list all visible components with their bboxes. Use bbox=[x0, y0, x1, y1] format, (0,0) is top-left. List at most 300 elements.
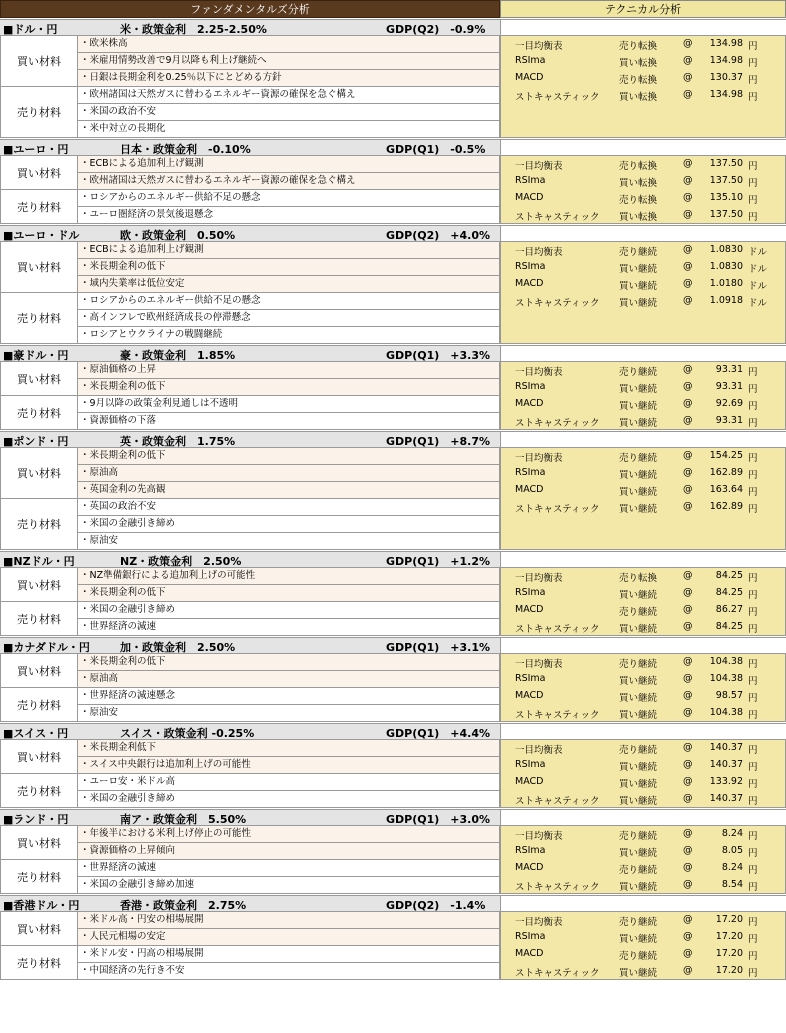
technical-row bbox=[501, 379, 786, 396]
price-unit: 円 bbox=[748, 418, 758, 429]
buy-factor-item: ・米長期金利の低下 bbox=[78, 379, 500, 396]
signal-status: 買い継続 bbox=[619, 779, 658, 790]
price-unit: 円 bbox=[748, 195, 758, 206]
signal-status: 買い継続 bbox=[619, 504, 658, 515]
indicator-name: 一目均衡表 bbox=[515, 247, 563, 258]
at-symbol: @ bbox=[683, 55, 693, 66]
at-symbol: @ bbox=[683, 690, 693, 701]
sell-factor-item: ・米国の金融引き締め bbox=[78, 516, 500, 533]
technical-header: テクニカル分析 bbox=[500, 0, 786, 18]
price-value: 104.38 bbox=[709, 673, 743, 684]
signal-status: 買い継続 bbox=[619, 676, 658, 687]
price-unit: 円 bbox=[748, 453, 758, 464]
sell-factor-item: ・欧州諸国は天然ガスに替わるエネルギー資源の確保を急ぐ構え bbox=[78, 87, 500, 104]
signal-status: 買い継続 bbox=[619, 281, 658, 292]
at-symbol: @ bbox=[683, 656, 693, 667]
sell-factors-label: 売り材料 bbox=[0, 396, 78, 430]
price-unit: 円 bbox=[748, 762, 758, 773]
buy-factor-item: ・米長期金利の低下 bbox=[78, 448, 500, 465]
technical-row bbox=[501, 791, 786, 808]
buy-factor-item: ・米長期金利の低下 bbox=[78, 585, 500, 602]
signal-status: 買い継続 bbox=[619, 384, 658, 395]
price-unit: 円 bbox=[748, 573, 758, 584]
price-value: 1.0180 bbox=[709, 278, 743, 289]
price-unit: 円 bbox=[748, 504, 758, 515]
currency-pair: ■カナダドル・円 bbox=[3, 641, 90, 654]
currency-pair: ■豪ドル・円 bbox=[3, 349, 69, 362]
price-value: 17.20 bbox=[715, 914, 743, 925]
buy-factor-item: ・NZ準備銀行による追加利上げの可能性 bbox=[78, 568, 500, 585]
pair-title-bar bbox=[0, 225, 500, 242]
technical-row bbox=[501, 207, 786, 224]
at-symbol: @ bbox=[683, 828, 693, 839]
indicator-name: ストキャスティック bbox=[515, 624, 600, 635]
sell-factors-label: 売り材料 bbox=[0, 87, 78, 138]
technical-row bbox=[501, 963, 786, 980]
signal-status: 買い継続 bbox=[619, 796, 658, 807]
technical-row bbox=[501, 190, 786, 207]
at-symbol: @ bbox=[683, 244, 693, 255]
price-value: 104.38 bbox=[709, 707, 743, 718]
buy-factor-item: ・人民元相場の安定 bbox=[78, 929, 500, 946]
at-symbol: @ bbox=[683, 862, 693, 873]
buy-factor-item: ・ECBによる追加利上げ観測 bbox=[78, 156, 500, 173]
price-value: 1.0830 bbox=[709, 244, 743, 255]
buy-factors-label: 買い材料 bbox=[0, 568, 78, 602]
sell-factors-label: 売り材料 bbox=[0, 190, 78, 224]
indicator-name: RSIma bbox=[515, 931, 546, 942]
price-value: 135.10 bbox=[709, 192, 743, 203]
indicator-name: MACD bbox=[515, 192, 544, 203]
signal-status: 売り継続 bbox=[619, 367, 658, 378]
price-value: 140.37 bbox=[709, 742, 743, 753]
price-value: 8.05 bbox=[721, 845, 743, 856]
policy-rate: 豪・政策金利 1.85% bbox=[120, 349, 236, 362]
buy-factors-label: 買い材料 bbox=[0, 242, 78, 293]
buy-factors-label: 買い材料 bbox=[0, 740, 78, 774]
price-value: 17.20 bbox=[715, 931, 743, 942]
at-symbol: @ bbox=[683, 89, 693, 100]
price-value: 17.20 bbox=[715, 965, 743, 976]
price-value: 8.54 bbox=[721, 879, 743, 890]
signal-status: 売り転換 bbox=[619, 41, 658, 52]
technical-panel bbox=[500, 36, 786, 138]
sell-factors-label: 売り材料 bbox=[0, 293, 78, 344]
sell-factor-item: ・米ドル安・円高の相場展開 bbox=[78, 946, 500, 963]
indicator-name: ストキャスティック bbox=[515, 418, 600, 429]
technical-panel bbox=[500, 362, 786, 430]
price-value: 134.98 bbox=[709, 89, 743, 100]
sell-factor-item: ・ロシアとウクライナの戦闘継続 bbox=[78, 327, 500, 344]
price-unit: 円 bbox=[748, 968, 758, 979]
buy-factor-item: ・ECBによる追加利上げ観測 bbox=[78, 242, 500, 259]
signal-status: 買い継続 bbox=[619, 710, 658, 721]
price-unit: 円 bbox=[748, 848, 758, 859]
price-unit: 円 bbox=[748, 41, 758, 52]
price-value: 1.0830 bbox=[709, 261, 743, 272]
currency-pair: ■スイス・円 bbox=[3, 727, 69, 740]
indicator-name: ストキャスティック bbox=[515, 710, 600, 721]
at-symbol: @ bbox=[683, 965, 693, 976]
at-symbol: @ bbox=[683, 673, 693, 684]
buy-factors-label: 買い材料 bbox=[0, 826, 78, 860]
pair-title-bar bbox=[0, 809, 500, 826]
sell-factor-item: ・ロシアからのエネルギー供給不足の懸念 bbox=[78, 190, 500, 207]
price-value: 93.31 bbox=[715, 381, 743, 392]
indicator-name: RSIma bbox=[515, 673, 546, 684]
technical-panel bbox=[500, 242, 786, 344]
price-unit: 円 bbox=[748, 796, 758, 807]
price-value: 98.57 bbox=[715, 690, 743, 701]
price-unit: 円 bbox=[748, 401, 758, 412]
technical-row bbox=[501, 568, 786, 585]
at-symbol: @ bbox=[683, 484, 693, 495]
technical-title-strip bbox=[500, 723, 786, 740]
price-unit: 円 bbox=[748, 865, 758, 876]
price-value: 84.25 bbox=[715, 621, 743, 632]
policy-rate: 米・政策金利 2.25-2.50% bbox=[120, 23, 267, 36]
at-symbol: @ bbox=[683, 759, 693, 770]
technical-panel bbox=[500, 654, 786, 722]
price-unit: 円 bbox=[748, 212, 758, 223]
price-unit: 円 bbox=[748, 676, 758, 687]
signal-status: 買い継続 bbox=[619, 470, 658, 481]
technical-row bbox=[501, 173, 786, 190]
sell-factor-item: ・米国の金融引き締め bbox=[78, 791, 500, 808]
technical-row bbox=[501, 705, 786, 722]
at-symbol: @ bbox=[683, 570, 693, 581]
price-unit: 円 bbox=[748, 487, 758, 498]
price-value: 93.31 bbox=[715, 364, 743, 375]
technical-row bbox=[501, 293, 786, 310]
price-value: 154.25 bbox=[709, 450, 743, 461]
technical-title-strip bbox=[500, 431, 786, 448]
gdp-value: GDP(Q1) +8.7% bbox=[386, 435, 491, 448]
price-unit: 円 bbox=[748, 75, 758, 86]
indicator-name: ストキャスティック bbox=[515, 504, 600, 515]
gdp-value: GDP(Q1) +3.1% bbox=[386, 641, 491, 654]
gdp-value: GDP(Q1) +4.4% bbox=[386, 727, 491, 740]
technical-row bbox=[501, 87, 786, 104]
price-value: 134.98 bbox=[709, 55, 743, 66]
technical-row bbox=[501, 70, 786, 87]
technical-row bbox=[501, 877, 786, 894]
at-symbol: @ bbox=[683, 364, 693, 375]
sell-factor-item: ・英国の政治不安 bbox=[78, 499, 500, 516]
gdp-value: GDP(Q2) -1.4% bbox=[386, 899, 486, 912]
price-value: 140.37 bbox=[709, 759, 743, 770]
policy-rate: 日本・政策金利 -0.10% bbox=[120, 143, 251, 156]
policy-rate: 香港・政策金利 2.75% bbox=[120, 899, 247, 912]
gdp-value: GDP(Q1) +3.0% bbox=[386, 813, 491, 826]
technical-row bbox=[501, 912, 786, 929]
technical-row bbox=[501, 826, 786, 843]
at-symbol: @ bbox=[683, 278, 693, 289]
technical-row bbox=[501, 465, 786, 482]
technical-row bbox=[501, 688, 786, 705]
technical-row bbox=[501, 860, 786, 877]
buy-factor-item: ・欧州諸国は天然ガスに替わるエネルギー資源の確保を急ぐ構え bbox=[78, 173, 500, 190]
price-value: 92.69 bbox=[715, 398, 743, 409]
price-unit: ドル bbox=[748, 281, 768, 292]
price-unit: 円 bbox=[748, 882, 758, 893]
sell-factor-item: ・原油安 bbox=[78, 705, 500, 722]
at-symbol: @ bbox=[683, 793, 693, 804]
technical-title-strip bbox=[500, 139, 786, 156]
sell-factor-item: ・中国経済の先行き不安 bbox=[78, 963, 500, 980]
sell-factor-item: ・世界経済の減速 bbox=[78, 619, 500, 636]
buy-factor-item: ・欧米株高 bbox=[78, 36, 500, 53]
signal-status: 売り継続 bbox=[619, 745, 658, 756]
indicator-name: ストキャスティック bbox=[515, 796, 600, 807]
price-value: 93.31 bbox=[715, 415, 743, 426]
gdp-value: GDP(Q1) +3.3% bbox=[386, 349, 491, 362]
at-symbol: @ bbox=[683, 931, 693, 942]
price-value: 137.50 bbox=[709, 175, 743, 186]
indicator-name: 一目均衡表 bbox=[515, 41, 563, 52]
technical-row bbox=[501, 619, 786, 636]
signal-status: 買い継続 bbox=[619, 401, 658, 412]
indicator-name: MACD bbox=[515, 690, 544, 701]
technical-row bbox=[501, 482, 786, 499]
technical-row bbox=[501, 757, 786, 774]
buy-factor-item: ・日銀は長期金利を0.25％以下にとどめる方針 bbox=[78, 70, 500, 87]
sell-factors-label: 売り材料 bbox=[0, 946, 78, 980]
gdp-value: GDP(Q2) +4.0% bbox=[386, 229, 491, 242]
at-symbol: @ bbox=[683, 604, 693, 615]
price-unit: 円 bbox=[748, 178, 758, 189]
sell-factors-label: 売り材料 bbox=[0, 860, 78, 894]
policy-rate: NZ・政策金利 2.50% bbox=[120, 555, 242, 568]
price-value: 163.64 bbox=[709, 484, 743, 495]
price-unit: 円 bbox=[748, 745, 758, 756]
price-unit: 円 bbox=[748, 590, 758, 601]
buy-factor-item: ・資源価格の上昇傾向 bbox=[78, 843, 500, 860]
buy-factor-item: ・原油価格の上昇 bbox=[78, 362, 500, 379]
signal-status: 売り継続 bbox=[619, 951, 658, 962]
at-symbol: @ bbox=[683, 879, 693, 890]
signal-status: 買い継続 bbox=[619, 590, 658, 601]
signal-status: 売り継続 bbox=[619, 865, 658, 876]
price-unit: 円 bbox=[748, 384, 758, 395]
signal-status: 買い転換 bbox=[619, 58, 658, 69]
price-unit: 円 bbox=[748, 831, 758, 842]
signal-status: 売り継続 bbox=[619, 659, 658, 670]
buy-factors-label: 買い材料 bbox=[0, 912, 78, 946]
buy-factor-item: ・域内失業率は低位安定 bbox=[78, 276, 500, 293]
technical-row bbox=[501, 276, 786, 293]
indicator-name: MACD bbox=[515, 484, 544, 495]
buy-factor-item: ・米長期金利の低下 bbox=[78, 259, 500, 276]
sell-factor-item: ・資源価格の下落 bbox=[78, 413, 500, 430]
sell-factor-item: ・米中対立の長期化 bbox=[78, 121, 500, 138]
indicator-name: RSIma bbox=[515, 381, 546, 392]
at-symbol: @ bbox=[683, 415, 693, 426]
at-symbol: @ bbox=[683, 501, 693, 512]
price-unit: 円 bbox=[748, 607, 758, 618]
indicator-name: ストキャスティック bbox=[515, 212, 600, 223]
currency-pair: ■ユーロ・円 bbox=[3, 143, 69, 156]
buy-factor-item: ・米長期金利低下 bbox=[78, 740, 500, 757]
indicator-name: 一目均衡表 bbox=[515, 831, 563, 842]
technical-row bbox=[501, 413, 786, 430]
signal-status: 買い継続 bbox=[619, 624, 658, 635]
price-unit: 円 bbox=[748, 470, 758, 481]
at-symbol: @ bbox=[683, 381, 693, 392]
technical-row bbox=[501, 740, 786, 757]
pair-title-bar bbox=[0, 19, 500, 36]
buy-factor-item: ・原油高 bbox=[78, 465, 500, 482]
signal-status: 買い転換 bbox=[619, 92, 658, 103]
buy-factors-label: 買い材料 bbox=[0, 156, 78, 190]
pair-title-bar bbox=[0, 637, 500, 654]
at-symbol: @ bbox=[683, 742, 693, 753]
technical-title-strip bbox=[500, 637, 786, 654]
technical-title-strip bbox=[500, 225, 786, 242]
gdp-value: GDP(Q2) -0.9% bbox=[386, 23, 486, 36]
technical-row bbox=[501, 671, 786, 688]
signal-status: 売り継続 bbox=[619, 917, 658, 928]
pair-title-bar bbox=[0, 431, 500, 448]
price-value: 137.50 bbox=[709, 158, 743, 169]
technical-row bbox=[501, 499, 786, 516]
indicator-name: ストキャスティック bbox=[515, 92, 600, 103]
at-symbol: @ bbox=[683, 261, 693, 272]
price-unit: 円 bbox=[748, 58, 758, 69]
indicator-name: ストキャスティック bbox=[515, 882, 600, 893]
buy-factor-item: ・米雇用情勢改善で9月以降も利上げ継続へ bbox=[78, 53, 500, 70]
technical-panel bbox=[500, 740, 786, 808]
indicator-name: RSIma bbox=[515, 845, 546, 856]
sell-factors-label: 売り材料 bbox=[0, 499, 78, 550]
price-value: 137.50 bbox=[709, 209, 743, 220]
indicator-name: RSIma bbox=[515, 261, 546, 272]
price-unit: 円 bbox=[748, 951, 758, 962]
signal-status: 買い転換 bbox=[619, 178, 658, 189]
price-value: 8.24 bbox=[721, 862, 743, 873]
price-value: 104.38 bbox=[709, 656, 743, 667]
pair-title-bar bbox=[0, 895, 500, 912]
price-value: 162.89 bbox=[709, 467, 743, 478]
signal-status: 売り継続 bbox=[619, 453, 658, 464]
technical-row bbox=[501, 585, 786, 602]
sell-factor-item: ・ユーロ安・米ドル高 bbox=[78, 774, 500, 791]
price-value: 17.20 bbox=[715, 948, 743, 959]
price-value: 1.0918 bbox=[709, 295, 743, 306]
at-symbol: @ bbox=[683, 72, 693, 83]
buy-factor-item: ・年後半における米利上げ停止の可能性 bbox=[78, 826, 500, 843]
signal-status: 売り転換 bbox=[619, 75, 658, 86]
gdp-value: GDP(Q1) +1.2% bbox=[386, 555, 491, 568]
technical-row bbox=[501, 843, 786, 860]
technical-row bbox=[501, 929, 786, 946]
sell-factor-item: ・米国の金融引き締め加速 bbox=[78, 877, 500, 894]
sell-factor-item: ・米国の政治不安 bbox=[78, 104, 500, 121]
technical-row bbox=[501, 602, 786, 619]
policy-rate: 南ア・政策金利 5.50% bbox=[120, 813, 247, 826]
pair-title-bar bbox=[0, 723, 500, 740]
indicator-name: 一目均衡表 bbox=[515, 161, 563, 172]
technical-row bbox=[501, 946, 786, 963]
price-unit: 円 bbox=[748, 779, 758, 790]
price-value: 84.25 bbox=[715, 570, 743, 581]
at-symbol: @ bbox=[683, 914, 693, 925]
price-value: 130.37 bbox=[709, 72, 743, 83]
price-value: 162.89 bbox=[709, 501, 743, 512]
technical-row bbox=[501, 654, 786, 671]
at-symbol: @ bbox=[683, 450, 693, 461]
sell-factors-label: 売り材料 bbox=[0, 602, 78, 636]
indicator-name: RSIma bbox=[515, 587, 546, 598]
price-unit: 円 bbox=[748, 659, 758, 670]
technical-title-strip bbox=[500, 895, 786, 912]
price-unit: ドル bbox=[748, 264, 768, 275]
at-symbol: @ bbox=[683, 175, 693, 186]
price-value: 86.27 bbox=[715, 604, 743, 615]
signal-status: 買い継続 bbox=[619, 264, 658, 275]
buy-factor-item: ・米ドル高・円安の相場展開 bbox=[78, 912, 500, 929]
sell-factor-item: ・世界経済の減速懸念 bbox=[78, 688, 500, 705]
sell-factor-item: ・ロシアからのエネルギー供給不足の懸念 bbox=[78, 293, 500, 310]
signal-status: 売り継続 bbox=[619, 247, 658, 258]
at-symbol: @ bbox=[683, 467, 693, 478]
policy-rate: 欧・政策金利 0.50% bbox=[120, 229, 236, 242]
indicator-name: 一目均衡表 bbox=[515, 453, 563, 464]
currency-pair: ■ユーロ・ドル bbox=[3, 229, 80, 242]
technical-row bbox=[501, 36, 786, 53]
indicator-name: ストキャスティック bbox=[515, 298, 600, 309]
indicator-name: 一目均衡表 bbox=[515, 367, 563, 378]
indicator-name: 一目均衡表 bbox=[515, 573, 563, 584]
at-symbol: @ bbox=[683, 621, 693, 632]
technical-row bbox=[501, 53, 786, 70]
at-symbol: @ bbox=[683, 948, 693, 959]
technical-row bbox=[501, 259, 786, 276]
buy-factors-label: 買い材料 bbox=[0, 654, 78, 688]
policy-rate: 英・政策金利 1.75% bbox=[120, 435, 236, 448]
signal-status: 売り継続 bbox=[619, 607, 658, 618]
technical-row bbox=[501, 448, 786, 465]
signal-status: 売り転換 bbox=[619, 195, 658, 206]
price-unit: 円 bbox=[748, 92, 758, 103]
indicator-name: MACD bbox=[515, 776, 544, 787]
technical-panel bbox=[500, 912, 786, 980]
price-unit: 円 bbox=[748, 934, 758, 945]
indicator-name: MACD bbox=[515, 604, 544, 615]
sell-factor-item: ・米国の金融引き締め bbox=[78, 602, 500, 619]
signal-status: 買い継続 bbox=[619, 298, 658, 309]
currency-pair: ■ポンド・円 bbox=[3, 435, 69, 448]
pair-title-bar bbox=[0, 551, 500, 568]
sell-factor-item: ・ユーロ圏経済の景気後退懸念 bbox=[78, 207, 500, 224]
indicator-name: MACD bbox=[515, 862, 544, 873]
gdp-value: GDP(Q1) -0.5% bbox=[386, 143, 486, 156]
at-symbol: @ bbox=[683, 158, 693, 169]
sell-factors-label: 売り材料 bbox=[0, 688, 78, 722]
price-unit: ドル bbox=[748, 298, 768, 309]
technical-row bbox=[501, 242, 786, 259]
price-unit: 円 bbox=[748, 693, 758, 704]
buy-factors-label: 買い材料 bbox=[0, 448, 78, 499]
buy-factor-item: ・スイス中央銀行は追加利上げの可能性 bbox=[78, 757, 500, 774]
technical-title-strip bbox=[500, 809, 786, 826]
signal-status: 買い継続 bbox=[619, 487, 658, 498]
at-symbol: @ bbox=[683, 209, 693, 220]
policy-rate: 加・政策金利 2.50% bbox=[120, 641, 236, 654]
indicator-name: 一目均衡表 bbox=[515, 659, 563, 670]
at-symbol: @ bbox=[683, 845, 693, 856]
at-symbol: @ bbox=[683, 398, 693, 409]
